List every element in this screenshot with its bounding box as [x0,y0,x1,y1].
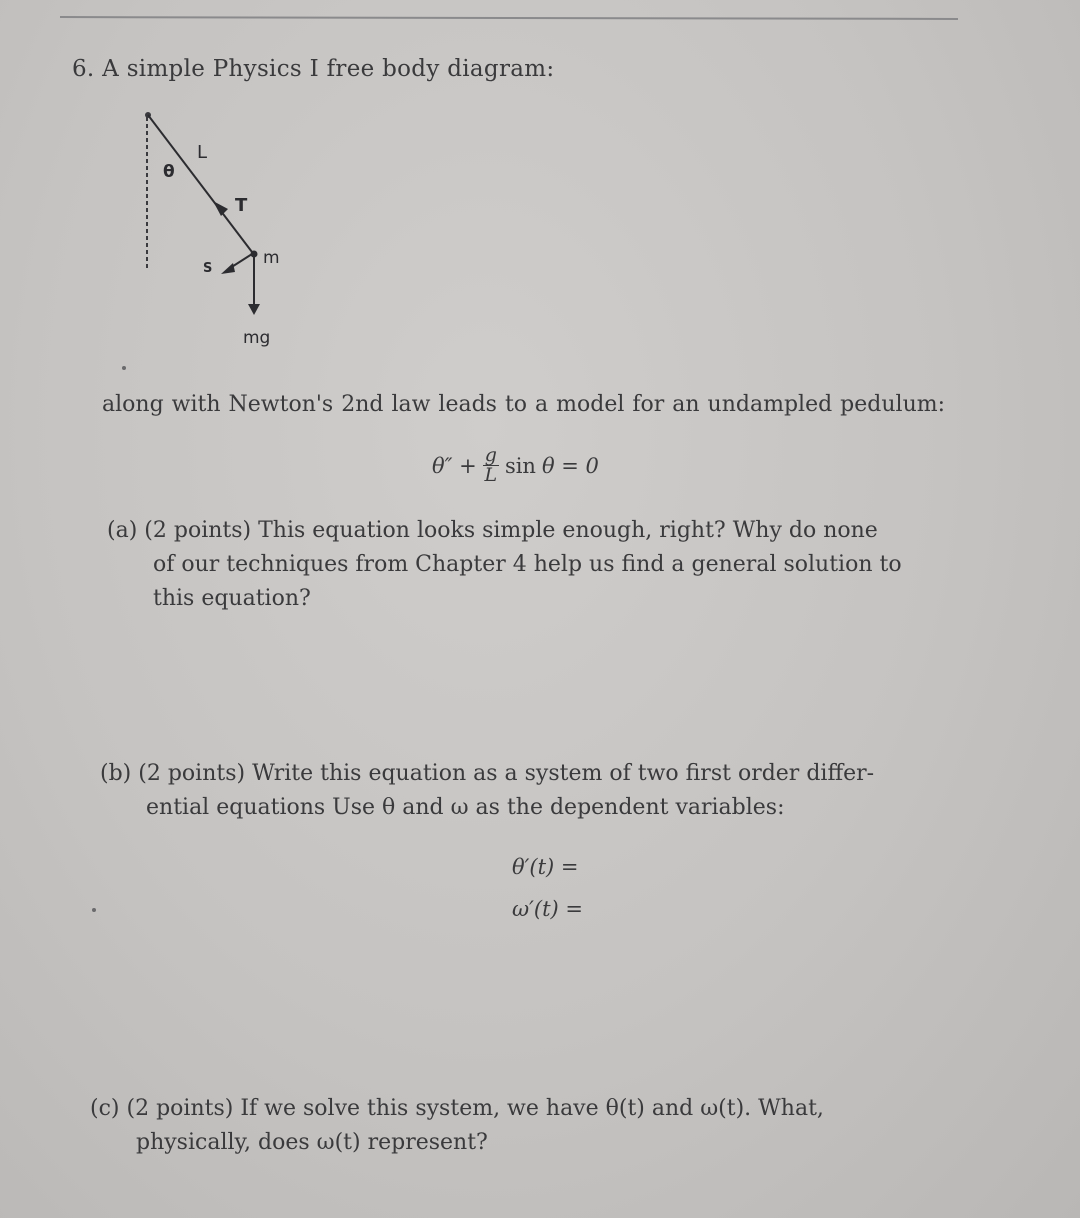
label-tension: T [235,195,248,216]
question-a-line2: of our techniques from Chapter 4 help us find a general solution to [153,552,902,577]
equation-lhs: θ″ + [432,453,477,478]
tangential-arrow-head [221,263,235,274]
label-tangential: S [203,261,213,276]
label-length: L [197,142,208,163]
question-a-points: (2 points) [144,518,252,543]
fraction-numerator: g [484,444,497,466]
label-weight: mg [243,328,271,348]
question-b-label: (b) [100,761,132,786]
question-b-line2: ential equations Use θ and ω as the dependent variables: [146,795,785,820]
problem-title: A simple Physics I free body diagram: [102,56,555,82]
free-body-diagram [135,105,305,355]
system-eq-theta: θ′(t) = [512,855,579,879]
question-b-points: (2 points) [138,761,246,786]
top-rule [60,16,958,20]
equation-sin: sin [504,453,536,478]
label-mass: m [263,248,280,268]
problem-heading [72,56,554,82]
pendulum-equation [432,446,599,485]
question-c-label: (c) [90,1096,120,1121]
question-c-points: (2 points) [126,1096,234,1121]
weight-arrow-head [248,304,260,315]
question-a-label: (a) [107,518,138,543]
system-eq-omega: ω′(t) = [512,897,583,921]
question-c-line2: physically, does ω(t) represent? [136,1130,488,1155]
equation-fraction [483,446,499,485]
ode-system [512,846,583,930]
tension-arrow [213,201,228,216]
fraction-denominator: L [484,464,498,486]
intro-text: along with Newton's 2nd law leads to a model for an undampled pedulum: [102,392,946,417]
question-b-line1: Write this equation as a system of two first order differ- [252,761,875,786]
problem-number: 6. [72,56,95,82]
stray-mark [122,366,126,370]
equation-rhs: θ = 0 [541,453,599,478]
question-c-line1: If we solve this system, we have θ(t) and ω(t). What, [240,1096,824,1121]
question-a [107,514,967,616]
question-a-line1: This equation looks simple enough, right? Why do none [258,518,878,543]
question-c [90,1092,970,1160]
question-a-line3: this equation? [153,586,311,611]
pendulum-string [148,115,252,252]
stray-mark [92,908,96,912]
label-theta: θ [163,162,175,182]
question-b [100,757,965,825]
